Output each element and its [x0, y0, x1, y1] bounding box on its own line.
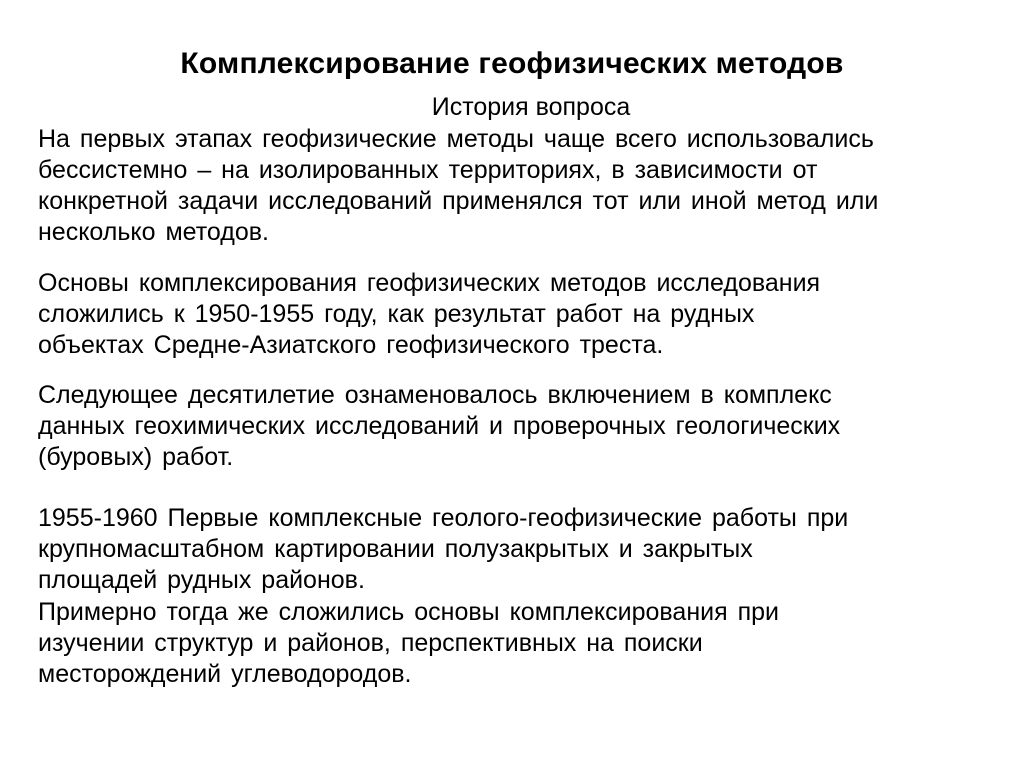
- slide-subtitle: История вопроса: [431, 93, 631, 121]
- paragraph-hydrocarbons: Примерно тогда же сложились основы комплексирования при изучении структур и районов, перспективных на поиски месторождений углеводородов.: [38, 598, 779, 688]
- paragraph-early-stages: На первых этапах геофизические методы чаще всего использовались бессистемно – на изолированных территориях, в зависимости от конкретной задачи исследований применялся тот или иной метод или несколько методов.: [38, 125, 879, 246]
- paragraph-next-decade: Следующее десятилетие ознаменовалось включением в комплекс данных геохимических исследований и проверочных геологических (буровых) работ.: [38, 381, 841, 471]
- paragraph-1955-1960: 1955-1960 Первые комплексные геолого-геофизические работы при крупномасштабном картировании полузакрытых и закрытых площадей рудных районов.: [38, 504, 849, 594]
- paragraph-foundations: Основы комплексирования геофизических методов исследования сложились к 1950-1955 году, как результат работ на рудных объектах Средне-Азиатского геофизического треста.: [38, 269, 821, 359]
- slide-title: Комплексирование геофизических методов: [180, 47, 844, 80]
